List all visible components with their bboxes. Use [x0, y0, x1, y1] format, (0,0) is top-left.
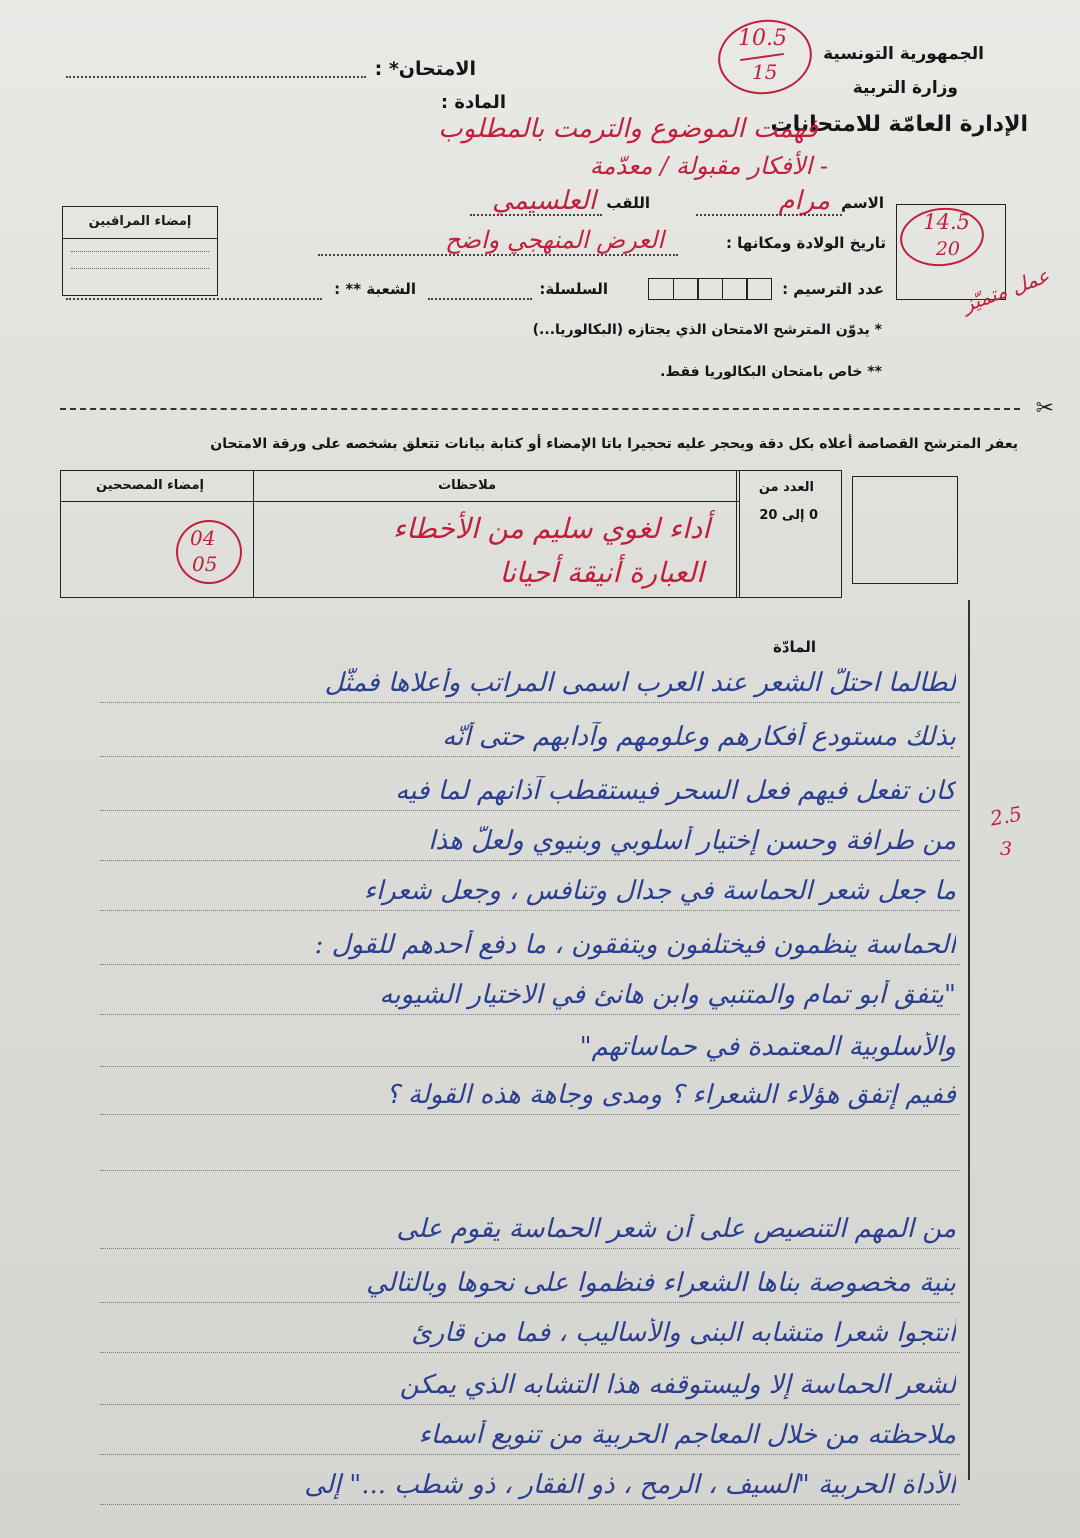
note-bac: ** خاص بامتحان البكالوريا فقط. — [660, 364, 882, 380]
essay-line: لطالما احتلّ الشعر عند العرب اسمى المراتب وأعلاها فمثّل — [324, 668, 956, 698]
essay-line: والأسلوبية المعتمدة في حماساتهم" — [579, 1032, 956, 1062]
margin-score: 2.5 — [988, 801, 1024, 831]
essay-line: "يتفق أبو تمام والمتنبي وابن هانئ في الاختيار الشيوبه — [379, 980, 956, 1010]
note-exam: * يدوّن المترشح الامتحان الذي يجتازه (البكالوريا...) — [532, 322, 882, 338]
essay-line: الحماسة ينظمون فيختلفون ويتفقون ، ما دفع أحدهم للقول : — [314, 930, 956, 960]
ruled-line — [100, 756, 960, 757]
ruled-line — [100, 860, 960, 861]
grade-entry-box — [852, 476, 958, 584]
ruled-line — [100, 702, 960, 703]
margin-score-denominator: 3 — [1000, 838, 1013, 860]
essay-line: لشعر الحماسة إلا وليستوقفه هذا التشابه الذي يمكن — [399, 1370, 956, 1400]
ruled-line — [100, 1504, 960, 1505]
ruled-line — [100, 1066, 960, 1067]
red-comment-2: - الأفكار مقبولة / معدّمة — [589, 152, 828, 180]
ruled-line — [100, 1248, 960, 1249]
total-score-denominator: 20 — [935, 238, 960, 260]
scissors-icon: ✂ — [1035, 396, 1054, 421]
ruled-line — [100, 1114, 960, 1115]
handwritten-birth-note: العرض المنهجي واضح — [445, 226, 664, 254]
essay-line: ملاحظته من خلال المعاجم الحربية من تنويع أسماء — [418, 1420, 956, 1450]
essay-line: الأداة الحربية "السيف ، الرمح ، ذو الفقار ، ذو شطب ..." إلى — [304, 1470, 956, 1500]
essay-line: بنية مخصوصة بناها الشعراء فنظموا على نحوها وبالتالي — [366, 1268, 956, 1298]
essay-line: بذلك مستودع أفكارهم وعلومهم وآدابهم حتى أنّه — [442, 722, 956, 752]
total-score: 14.5 — [923, 210, 970, 234]
ruled-line — [100, 1352, 960, 1353]
republic-title: الجمهورية التونسية — [823, 44, 984, 64]
remark-line-2: العبارة أنيقة أحيانا — [499, 556, 704, 589]
cut-notice: يعفر المترشح القصاصة أعلاه بكل دقة ويحجر عليه تحجيرا باتا الإمضاء أو كتابة بيانات تتعلق بشخصه على ورقة الامتحان — [210, 436, 1018, 452]
essay-line: كان تفعل فيهم فعل السحر فيستقطب آذانهم لما فيه — [395, 776, 956, 806]
essay-line: من المهم التنصيص على أن شعر الحماسة يقوم على — [396, 1214, 956, 1244]
cut-line — [60, 408, 1020, 410]
directorate-title: الإدارة العامّة للامتحانات — [770, 112, 1028, 137]
surname-label: اللقب — [606, 194, 650, 212]
exam-dotted-line — [66, 76, 366, 78]
series-label: السلسلة: — [539, 280, 608, 298]
ruled-line — [100, 1302, 960, 1303]
supervisors-signature-box — [62, 206, 218, 296]
birth-label: تاريخ الولادة ومكانها : — [725, 234, 886, 252]
margin-rule — [968, 600, 970, 1480]
grade-header: العدد من — [758, 480, 814, 495]
correctors-header: إمضاء المصححين — [96, 478, 204, 493]
registration-label: عدد الترسيم : — [782, 280, 884, 298]
birth-line — [318, 254, 678, 256]
subject-label: المادة : — [440, 92, 506, 113]
essay-line: ففيم إتفق هؤلاء الشعراء ؟ ومدى وجاهة هذه القولة ؟ — [385, 1080, 956, 1110]
remark-score-denominator: 05 — [192, 552, 218, 576]
branch-label: الشعبة ** : — [334, 280, 416, 298]
supervisors-label: إمضاء المراقبين — [63, 207, 217, 239]
name-label: الاسم — [841, 194, 884, 212]
ruled-line — [100, 1014, 960, 1015]
branch-line — [66, 298, 322, 300]
series-line — [428, 298, 532, 300]
remarks-header: ملاحظات — [438, 478, 496, 493]
remark-score: 04 — [190, 526, 216, 550]
remark-line-1: أداء لغوي سليم من الأخطاء — [392, 512, 710, 545]
ruled-line — [100, 1170, 960, 1171]
body-subject-label: المادّة — [772, 638, 816, 656]
top-score: 10.5 — [738, 26, 787, 51]
ruled-line — [100, 1404, 960, 1405]
ruled-line — [100, 1454, 960, 1455]
grade-range: 0 إلى 20 — [759, 508, 818, 523]
margin-note: عمل متميّز — [959, 263, 1053, 317]
top-score-denominator: 15 — [752, 60, 778, 84]
ruled-line — [100, 810, 960, 811]
ministry-title: وزارة التربية — [852, 78, 958, 98]
handwritten-name: مرام — [778, 186, 830, 216]
ruled-line — [100, 964, 960, 965]
red-comment-1: فهمت الموضوع والترمت بالمطلوب — [438, 114, 818, 144]
exam-label: الامتحان* : — [374, 58, 476, 80]
essay-line: ما جعل شعر الحماسة في جدال وتنافس ، وجعل شعراء — [363, 876, 956, 906]
registration-grid — [650, 278, 773, 304]
handwritten-surname: العلسيمي — [491, 186, 596, 216]
ruled-line — [100, 910, 960, 911]
essay-line: من طرافة وحسن إختيار أسلوبي وبنيوي ولعلّ هذا — [428, 826, 956, 856]
essay-line: أنتجوا شعرا متشابه البنى والأساليب ، فما من قارئ — [411, 1318, 956, 1348]
